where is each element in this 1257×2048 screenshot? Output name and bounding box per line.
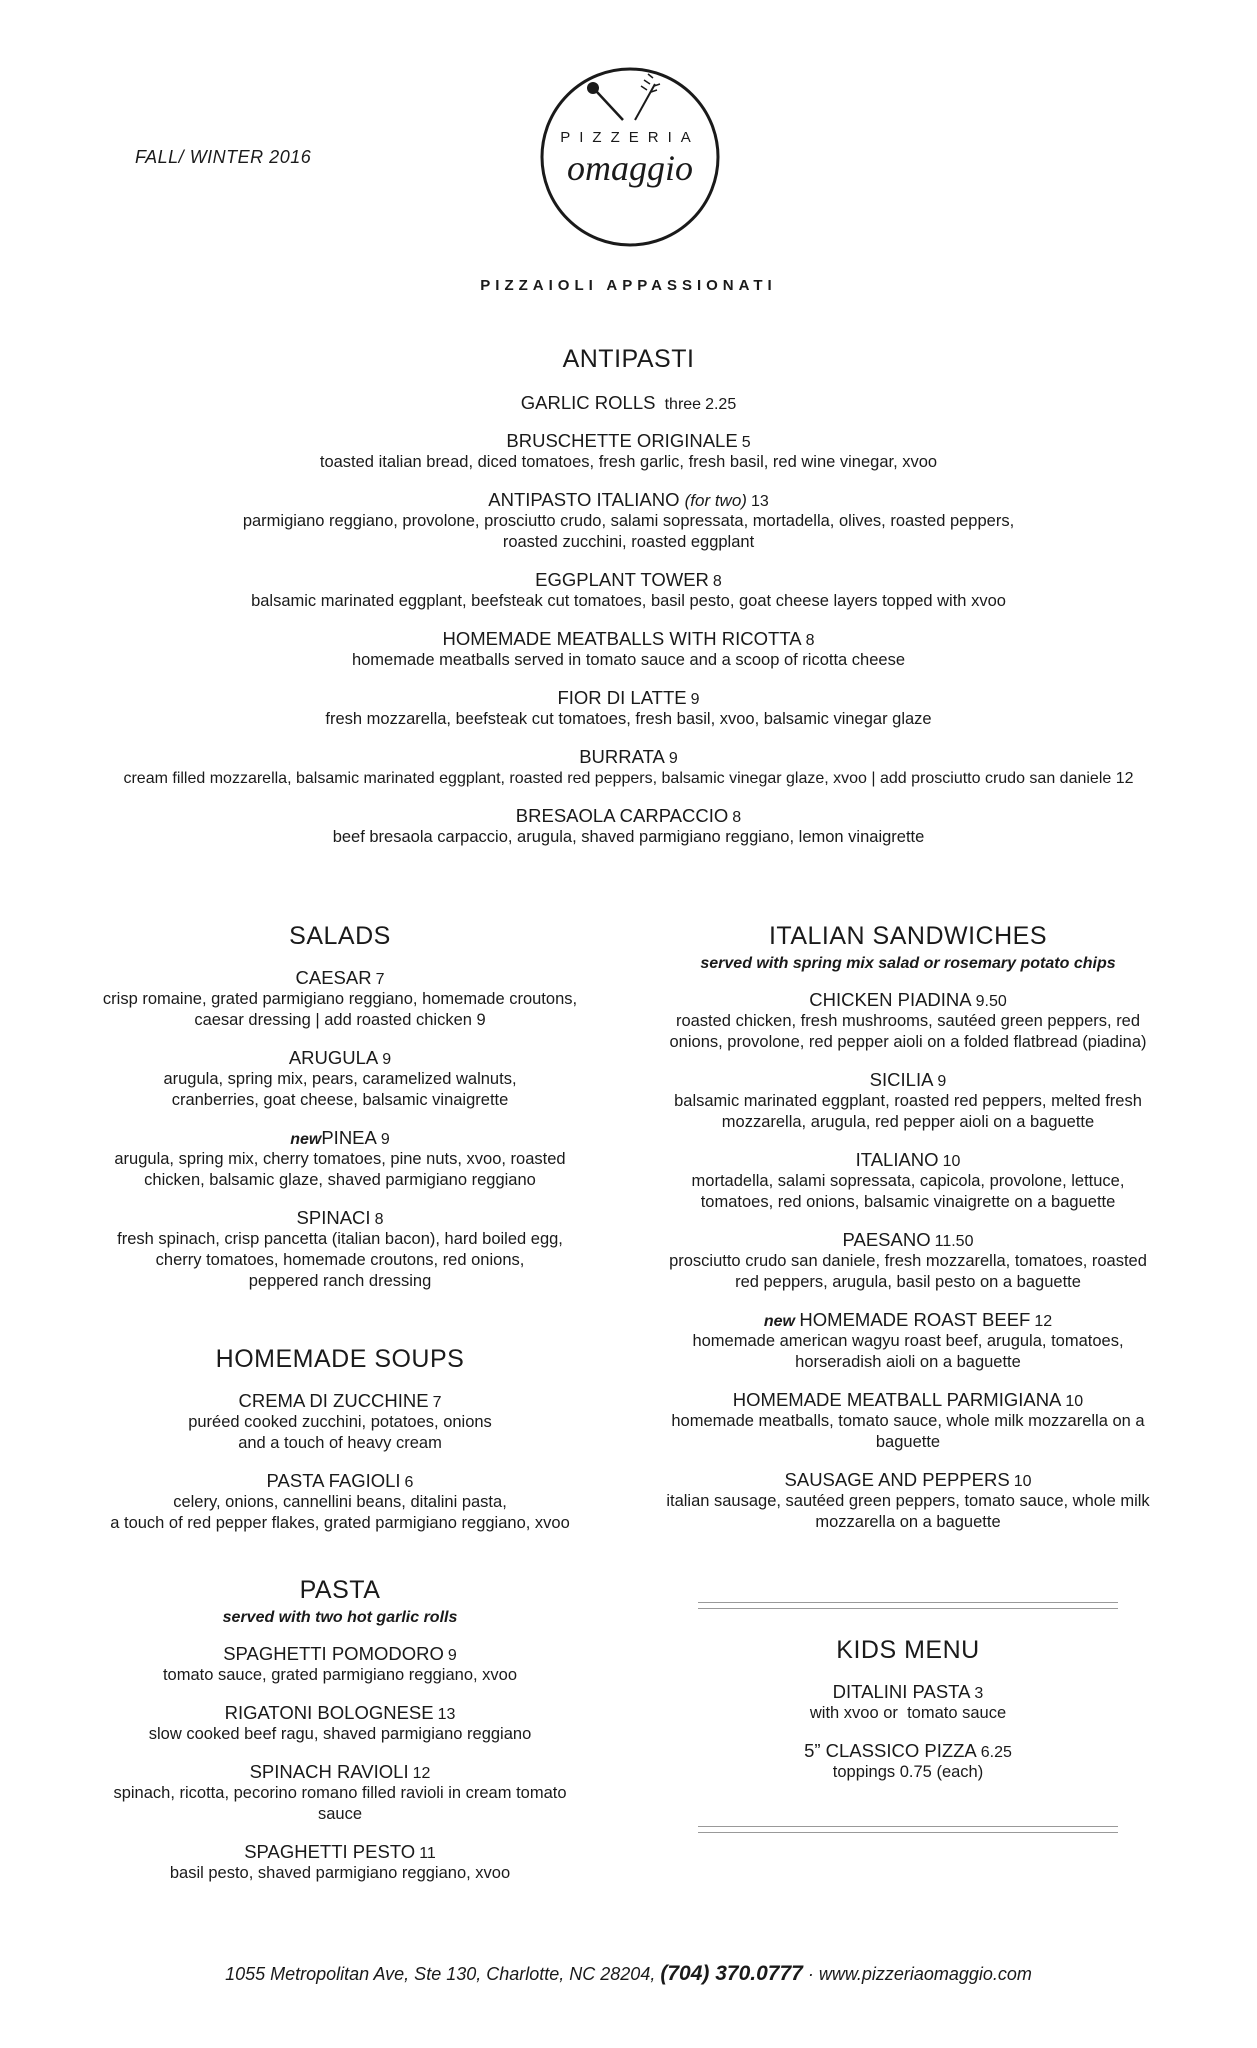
pasta-title: PASTA — [299, 1576, 381, 1604]
menu-item — [70, 1207, 610, 1292]
item-description-line: onions, provolone, red pepper aioli on a folded flatbread (piadina) — [669, 1033, 1147, 1051]
menu-item — [648, 1469, 1168, 1533]
item-description: homemade american wagyu roast beef, arugula, tomatoes, — [692, 1332, 1124, 1350]
item-description: arugula, spring mix, cherry tomatoes, pine nuts, xvoo, roasted — [114, 1150, 566, 1168]
item-description: prosciutto crudo san daniele, fresh mozzarella, tomatoes, roasted — [669, 1252, 1147, 1270]
item-name: ANTIPASTO ITALIANO — [488, 489, 680, 510]
item-description: tomato sauce, grated parmigiano reggiano, xvoo — [162, 1666, 518, 1684]
sandwiches-section — [648, 922, 1168, 1533]
item-price: 9 — [690, 691, 700, 708]
item-price: 13 — [437, 1706, 456, 1723]
item-note: (for two) — [684, 491, 747, 510]
tagline: PIZZAIOLI APPASSIONATI — [480, 277, 777, 294]
menu-item — [648, 1681, 1168, 1724]
item-description: beef bresaola carpaccio, arugula, shaved parmigiano reggiano, lemon vinaigrette — [332, 828, 925, 846]
kids-title: KIDS MENU — [836, 1636, 980, 1664]
item-description-line: sauce — [317, 1805, 363, 1823]
item-name: PINEA — [321, 1127, 377, 1148]
item-description: homemade meatballs served in tomato sauce and a scoop of ricotta cheese — [351, 651, 906, 669]
item-price: 8 — [805, 632, 815, 649]
item-price: 9 — [380, 1131, 390, 1148]
season-label: FALL/ WINTER 2016 — [135, 147, 312, 167]
item-name: SPAGHETTI PESTO — [244, 1841, 416, 1862]
item-price: 10 — [1013, 1473, 1032, 1490]
item-price: 11.50 — [934, 1233, 974, 1250]
item-name: HOMEMADE MEATBALL PARMIGIANA — [732, 1389, 1062, 1410]
item-price: 8 — [712, 573, 722, 590]
menu-item — [70, 1127, 610, 1191]
item-name: 5” CLASSICO PIZZA — [804, 1740, 977, 1761]
item-name: CAESAR — [295, 967, 372, 988]
item-name: BRUSCHETTE ORIGINALE — [506, 430, 738, 451]
item-name: BRESAOLA CARPACCIO — [515, 805, 729, 826]
item-name: SPINACH RAVIOLI — [249, 1761, 409, 1782]
item-name: ARUGULA — [288, 1047, 379, 1068]
item-price: 6 — [404, 1474, 414, 1491]
item-price: 9 — [668, 750, 678, 767]
item-price: 9.50 — [975, 993, 1007, 1010]
soups-title: HOMEMADE SOUPS — [215, 1345, 465, 1373]
item-description: homemade meatballs, tomato sauce, whole milk mozzarella on a — [671, 1412, 1145, 1430]
menu-item — [60, 392, 1197, 414]
menu-item — [648, 1740, 1168, 1783]
item-price: 7 — [432, 1394, 442, 1411]
item-description-line: baguette — [875, 1433, 941, 1451]
menu-item — [70, 1841, 610, 1884]
item-name: HOMEMADE ROAST BEEF — [799, 1309, 1031, 1330]
item-description-line: roasted zucchini, roasted eggplant — [502, 533, 755, 551]
item-name: FIOR DI LATTE — [557, 687, 687, 708]
separator: · — [807, 1964, 814, 1984]
item-description: slow cooked beef ragu, shaved parmigiano reggiano — [148, 1725, 532, 1743]
item-description-line: a touch of red pepper flakes, grated parmigiano reggiano, xvoo — [110, 1514, 570, 1532]
item-price: 11 — [419, 1845, 436, 1862]
logo-top-text: PIZZERIA — [560, 129, 700, 146]
item-price: 10 — [942, 1153, 961, 1170]
salads-title: SALADS — [289, 922, 391, 950]
item-name: SPINACI — [296, 1207, 371, 1228]
item-description-line: horseradish aioli on a baguette — [795, 1353, 1021, 1371]
logo-main-text: omaggio — [567, 148, 693, 188]
divider — [698, 1602, 1118, 1609]
item-description-line: caesar dressing | add roasted chicken 9 — [194, 1011, 486, 1029]
item-description: roasted chicken, fresh mushrooms, sautéed green peppers, red — [675, 1012, 1141, 1030]
item-description-line: tomatoes, red onions, balsamic vinaigrette on a baguette — [700, 1193, 1116, 1211]
item-name: CHICKEN PIADINA — [809, 989, 972, 1010]
item-description-line: and a touch of heavy cream — [238, 1434, 442, 1452]
item-description: puréed cooked zucchini, potatoes, onions — [188, 1413, 492, 1431]
menu-item — [648, 1069, 1168, 1133]
menu-item — [70, 1643, 610, 1686]
menu-item — [648, 1149, 1168, 1213]
item-name: BURRATA — [579, 746, 665, 767]
pizzeria-omaggio-logo — [535, 62, 725, 252]
item-description: cream filled mozzarella, balsamic marinated eggplant, roasted red peppers, balsamic vinegar glaze, xvoo | add prosciutto crudo san daniele 12 — [123, 770, 1134, 787]
item-name: GARLIC ROLLS — [520, 392, 656, 413]
menu-item — [60, 746, 1197, 789]
antipasti-section — [60, 345, 1197, 848]
item-price: 12 — [412, 1765, 431, 1782]
item-description: parmigiano reggiano, provolone, prosciutto crudo, salami sopressata, mortadella, olives, roasted peppers, — [242, 512, 1015, 530]
item-price: 8 — [732, 809, 742, 826]
item-description: arugula, spring mix, pears, caramelized walnuts, — [163, 1070, 517, 1088]
item-description: toppings 0.75 (each) — [832, 1763, 984, 1781]
item-price: 10 — [1065, 1393, 1084, 1410]
menu-item — [70, 967, 610, 1031]
website-link[interactable]: www.pizzeriaomaggio.com — [818, 1964, 1032, 1984]
item-price: 5 — [741, 434, 751, 451]
item-name: PASTA FAGIOLI — [266, 1470, 401, 1491]
menu-item — [60, 569, 1197, 612]
item-description: celery, onions, cannellini beans, ditalini pasta, — [173, 1493, 507, 1511]
item-price: 7 — [375, 971, 385, 988]
item-price: 3 — [974, 1685, 984, 1702]
sandwiches-title: ITALIAN SANDWICHES — [768, 922, 1048, 950]
menu-item — [648, 1229, 1168, 1293]
phone-number[interactable]: (704) 370.0777 — [660, 1962, 803, 1985]
item-description-line: peppered ranch dressing — [248, 1272, 432, 1290]
menu-item — [60, 430, 1197, 473]
item-name: SICILIA — [869, 1069, 934, 1090]
item-price: 9 — [382, 1051, 392, 1068]
item-name: ITALIANO — [855, 1149, 939, 1170]
item-price: 8 — [374, 1211, 384, 1228]
item-name: EGGPLANT TOWER — [535, 569, 709, 590]
item-price: 9 — [447, 1647, 457, 1664]
item-description-line: cherry tomatoes, homemade croutons, red onions, — [155, 1251, 525, 1269]
menu-item — [60, 489, 1197, 553]
item-description-line: cranberries, goat cheese, balsamic vinaigrette — [171, 1091, 509, 1109]
item-description-line: mozzarella, arugula, red pepper aioli on a baguette — [721, 1113, 1095, 1131]
item-description-line: mozzarella on a baguette — [815, 1513, 1001, 1531]
sandwiches-subtitle: served with spring mix salad or rosemary potato chips — [700, 955, 1116, 972]
menu-item — [648, 1389, 1168, 1453]
menu-item — [70, 1047, 610, 1111]
menu-item — [648, 1309, 1168, 1373]
pasta-section — [70, 1576, 610, 1884]
item-description: fresh mozzarella, beefsteak cut tomatoes, fresh basil, xvoo, balsamic vinegar glaze — [325, 710, 932, 728]
item-description: italian sausage, sautéed green peppers, tomato sauce, whole milk — [666, 1492, 1150, 1510]
salads-section — [70, 922, 610, 1292]
item-description: fresh spinach, crisp pancetta (italian bacon), hard boiled egg, — [117, 1230, 563, 1248]
item-name: SAUSAGE AND PEPPERS — [784, 1469, 1010, 1490]
item-name: SPAGHETTI POMODORO — [223, 1643, 444, 1664]
item-description: with xvoo or tomato sauce — [809, 1704, 1007, 1722]
new-tag: new — [763, 1313, 800, 1330]
menu-item — [70, 1761, 610, 1825]
item-description: balsamic marinated eggplant, beefsteak cut tomatoes, basil pesto, goat cheese layers topped with xvoo — [251, 592, 1006, 610]
address: 1055 Metropolitan Ave, Ste 130, Charlotte, NC 28204, — [225, 1964, 656, 1984]
menu-item — [648, 989, 1168, 1053]
footer — [0, 1962, 1257, 1986]
soups-section — [70, 1345, 610, 1534]
antipasti-title: ANTIPASTI — [562, 345, 695, 373]
item-price: 13 — [750, 493, 769, 510]
divider — [698, 1826, 1118, 1833]
item-name: PAESANO — [842, 1229, 931, 1250]
new-tag: new — [290, 1131, 322, 1148]
item-description: mortadella, salami sopressata, capicola, provolone, lettuce, — [691, 1172, 1125, 1190]
item-name: CREMA DI ZUCCHINE — [238, 1390, 429, 1411]
menu-item — [70, 1390, 610, 1454]
menu-item — [60, 805, 1197, 848]
menu-item — [70, 1702, 610, 1745]
menu-item — [60, 628, 1197, 671]
item-description-line: red peppers, arugula, basil pesto on a baguette — [735, 1273, 1081, 1291]
pasta-subtitle: served with two hot garlic rolls — [222, 1609, 458, 1626]
item-description: toasted italian bread, diced tomatoes, fresh garlic, fresh basil, red wine vinegar, xvoo — [319, 453, 938, 471]
item-description: crisp romaine, grated parmigiano reggiano, homemade croutons, — [102, 990, 578, 1008]
menu-item — [60, 687, 1197, 730]
kids-section — [648, 1636, 1168, 1783]
item-description-line: chicken, balsamic glaze, shaved parmigiano reggiano — [144, 1171, 536, 1189]
item-price: 2.25 — [705, 396, 737, 413]
item-name: HOMEMADE MEATBALLS WITH RICOTTA — [442, 628, 802, 649]
item-name: DITALINI PASTA — [832, 1681, 971, 1702]
item-description: balsamic marinated eggplant, roasted red peppers, melted fresh — [674, 1092, 1142, 1110]
item-description: spinach, ricotta, pecorino romano filled ravioli in cream tomato — [113, 1784, 567, 1802]
item-price: 6.25 — [980, 1744, 1012, 1761]
item-price: 12 — [1034, 1313, 1053, 1330]
item-note: three — [664, 396, 702, 413]
menu-item — [70, 1470, 610, 1534]
item-description: basil pesto, shaved parmigiano reggiano, xvoo — [169, 1864, 511, 1882]
item-name: RIGATONI BOLOGNESE — [224, 1702, 434, 1723]
item-price: 9 — [937, 1073, 947, 1090]
